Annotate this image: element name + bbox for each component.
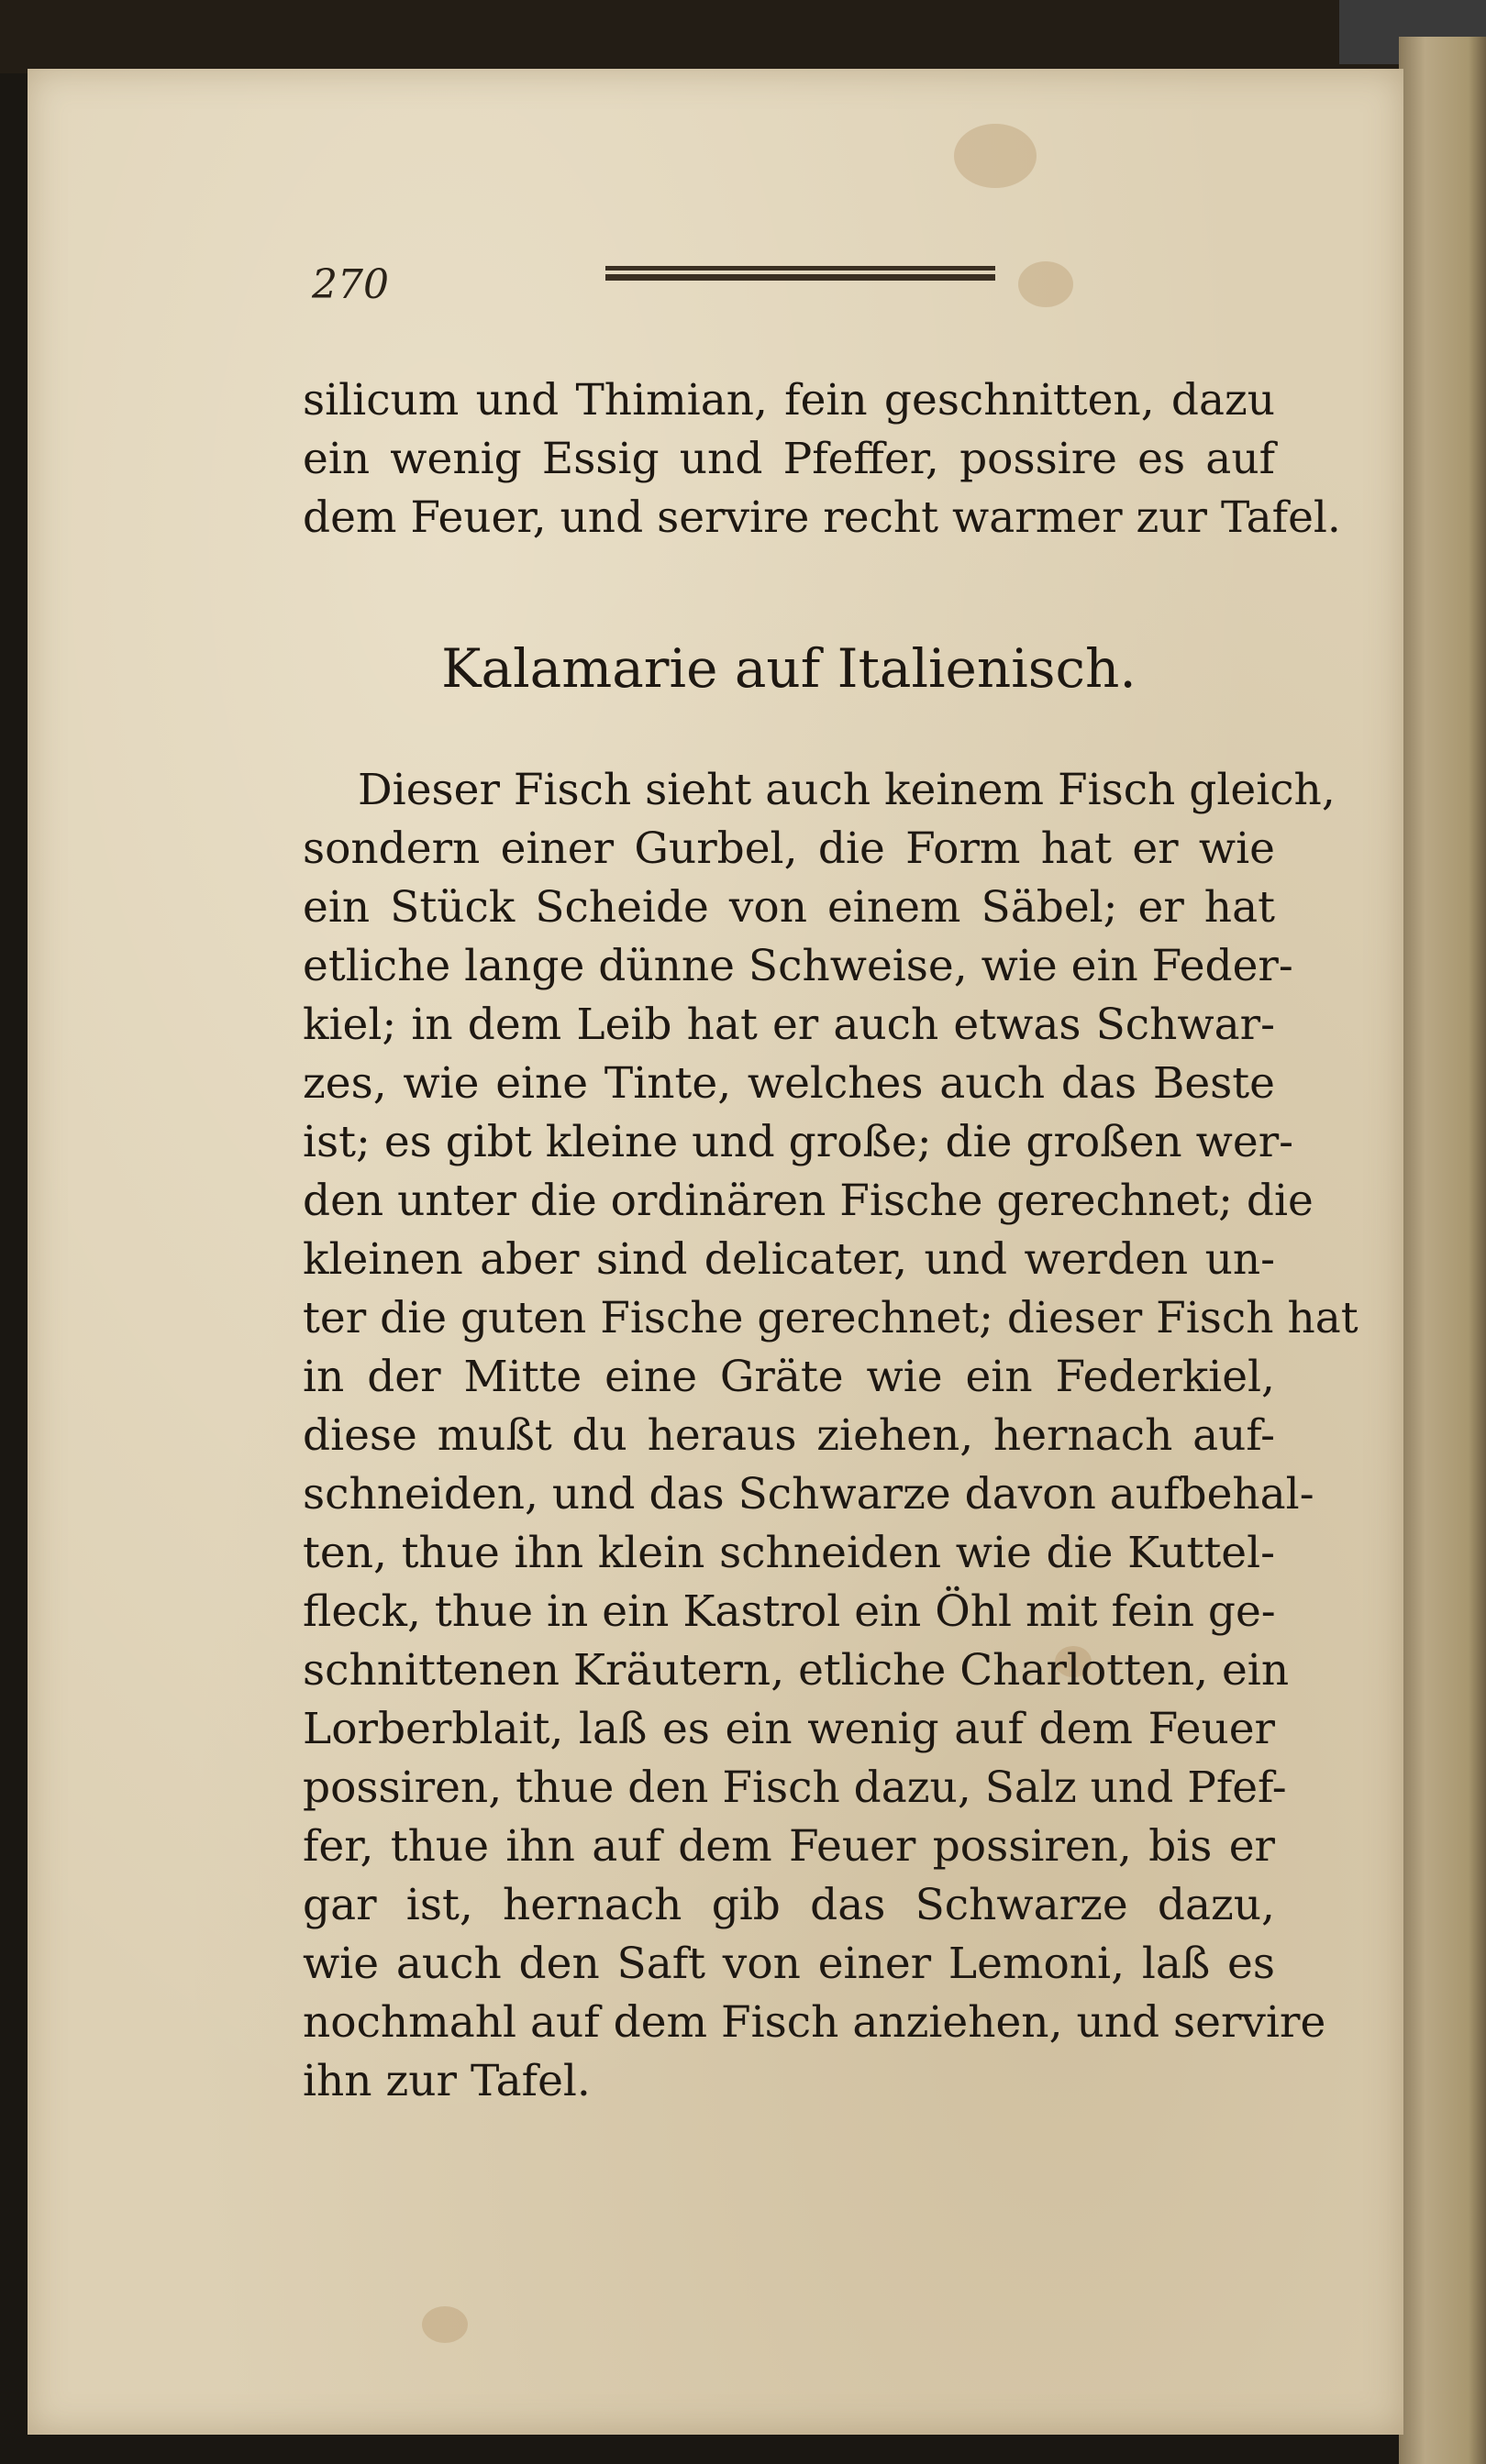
text-line: schneiden, und das Schwarze davon aufbehal- (303, 1469, 1314, 1519)
text-line: Dieser Fisch sieht auch keinem Fisch gleich, (358, 765, 1336, 815)
text-line: gar ist, hernach gib das Schwarze dazu, (303, 1880, 1275, 1930)
text-line: Lorberblait, laß es ein wenig auf dem Feuer (303, 1704, 1275, 1754)
text-line: ein Stück Scheide von einem Säbel; er hat (303, 882, 1275, 933)
text-line: etliche lange dünne Schweise, wie ein Feder- (303, 941, 1293, 991)
text-line: ter die guten Fische gerechnet; dieser Fisch hat (303, 1293, 1358, 1343)
opening-paragraph (303, 371, 1341, 547)
recipe-body (303, 761, 1358, 2111)
text-line: nochmahl auf dem Fisch anziehen, und servire (303, 1997, 1326, 2048)
text-line: kiel; in dem Leib hat er auch etwas Schwar- (303, 1000, 1275, 1050)
page-number: 270 (312, 261, 389, 308)
text-line: ist; es gibt kleine und große; die großen wer- (303, 1117, 1294, 1167)
text-line: dem Feuer, und servire recht warmer zur Tafel. (303, 492, 1341, 543)
text-line: schnittenen Kräutern, etliche Charlotten, ein (303, 1645, 1290, 1696)
text-line: zes, wie eine Tinte, welches auch das Beste (303, 1058, 1275, 1109)
text-line: in der Mitte eine Gräte wie ein Federkiel, (303, 1352, 1275, 1402)
text-line: fer, thue ihn auf dem Feuer possiren, bis er (303, 1821, 1275, 1872)
text-line: silicum und Thimian, fein geschnitten, dazu (303, 375, 1275, 425)
adjacent-page-edge (1399, 37, 1486, 2464)
scanner-backdrop (0, 0, 1486, 73)
text-line: kleinen aber sind delicater, und werden un- (303, 1234, 1275, 1285)
text-line: possiren, thue den Fisch dazu, Salz und Pfef- (303, 1762, 1287, 1813)
text-line: ten, thue ihn klein schneiden wie die Kuttel- (303, 1528, 1275, 1578)
text-line: fleck, thue in ein Kastrol ein Öhl mit fein ge- (303, 1586, 1276, 1637)
foxing-stain (954, 124, 1037, 188)
foxing-stain (1018, 261, 1073, 307)
text-line: diese mußt du heraus ziehen, hernach auf- (303, 1410, 1275, 1461)
recipe-heading: Kalamarie auf Italienisch. (441, 637, 1137, 700)
foxing-stain (422, 2306, 468, 2343)
text-line: sondern einer Gurbel, die Form hat er wie (303, 823, 1275, 874)
text-line: ein wenig Essig und Pfeffer, possire es auf (303, 434, 1275, 484)
text-line: ihn zur Tafel. (303, 2056, 591, 2106)
text-line: wie auch den Saft von einer Lemoni, laß es (303, 1939, 1275, 1989)
header-rule (605, 266, 995, 281)
text-line: den unter die ordinären Fische gerechnet; die (303, 1176, 1314, 1226)
